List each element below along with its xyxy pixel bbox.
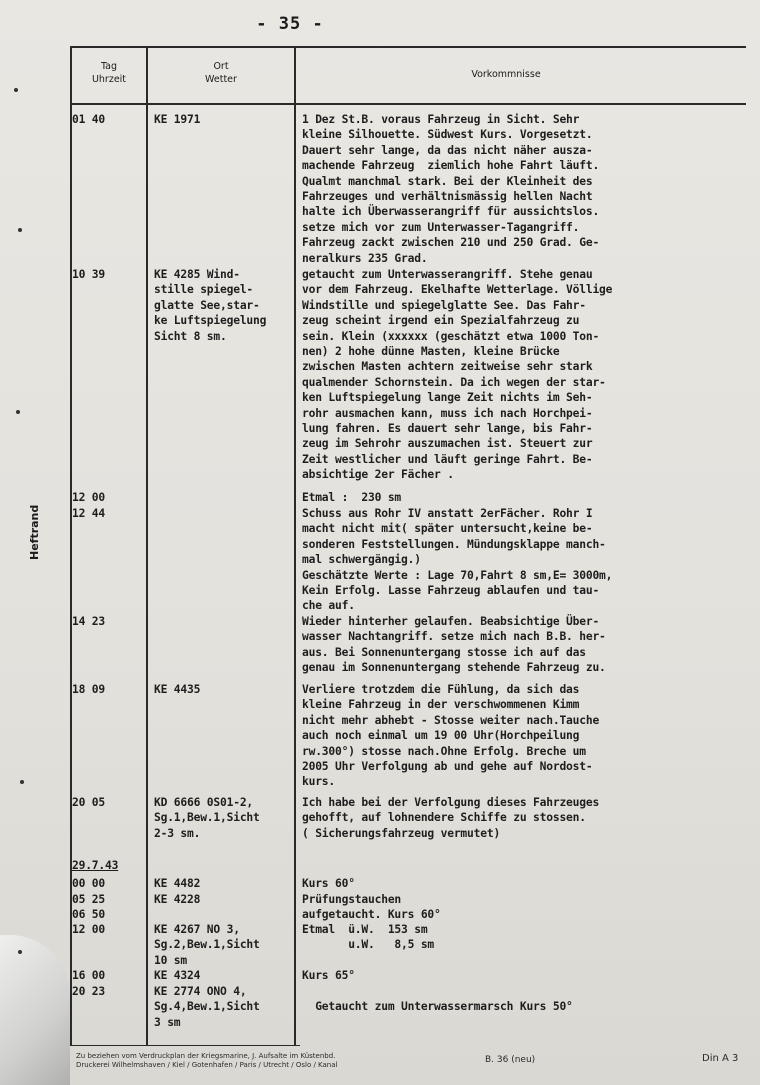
entry-event-line: Prüfungstauchen xyxy=(302,893,402,906)
entry-event-line: Getaucht zum Unterwassermarsch Kurs 50° xyxy=(302,1000,573,1014)
table-header-border xyxy=(70,103,746,105)
entry-event-line: Kein Erfolg. Lasse Fahrzeug ablaufen und tau- xyxy=(302,584,600,597)
entry-event-line: kleine Fahrzeug in der verschwommenen Kimm xyxy=(302,698,580,712)
entry-time: 20 05 xyxy=(72,796,106,809)
entry-event-line: aus. Bei Sonnenuntergang stosse ich auf das xyxy=(302,645,586,659)
entry-event-line: Fahrzeug zackt zwischen 210 und 250 Grad. Ge- xyxy=(302,236,600,250)
footer-form-number: B. 36 (neu) xyxy=(485,1055,536,1065)
entry-event-line: zeug im Sehrohr auszumachen ist. Steuert zur xyxy=(302,437,593,451)
entry-time: 18 09 xyxy=(72,683,106,696)
column-divider-1 xyxy=(146,46,148,1046)
header-place: Ort Wetter xyxy=(205,61,237,85)
entry-time: 01 40 xyxy=(72,113,106,126)
entry-event-line: zeug scheint irgend ein Spezialfahrzeug zu xyxy=(302,314,580,328)
entry-place: Sg.2,Bew.1,Sicht xyxy=(154,938,260,952)
entry-place: KE 4435 xyxy=(154,683,201,696)
page-number: - 35 - xyxy=(256,14,324,34)
column-divider-2 xyxy=(294,46,296,1046)
entry-event-line: sonderen Feststellungen. Mündungsklappe manch- xyxy=(302,537,606,551)
entry-event-line: Schuss aus Rohr IV anstatt 2erFächer. Rohr I xyxy=(302,507,593,520)
entry-event-line: wasser Nachtangriff. setze mich nach B.B. her- xyxy=(302,630,606,644)
entry-event-line: aufgetaucht. Kurs 60° xyxy=(302,908,441,921)
table-bottom-border xyxy=(70,1045,300,1046)
entry-place: KE 4285 Wind- xyxy=(154,268,240,281)
entry-time: 05 25 xyxy=(72,893,106,906)
entry-place: KE 4228 xyxy=(154,893,201,906)
entry-place: glatte See,star- xyxy=(154,298,260,312)
margin-label: Heftrand xyxy=(28,504,41,560)
entry-event-line: auch noch einmal um 19 00 Uhr(Horchpeilung xyxy=(302,729,580,743)
header-time: Tag Uhrzeit xyxy=(91,61,127,85)
entry-place: stille spiegel- xyxy=(154,283,254,297)
entry-event-line: vor dem Fahrzeug. Ekelhafte Wetterlage. Völlige xyxy=(302,283,613,297)
entry-event-line: mal schwergängig.) xyxy=(302,553,421,567)
entry-place: Sg.4,Bew.1,Sicht xyxy=(154,1000,260,1014)
binding-hole xyxy=(16,410,20,414)
entry-event-line: Geschätzte Werte : Lage 70,Fahrt 8 sm,E= 3000m, xyxy=(302,568,613,582)
entry-event-line: Qualmt manchmal stark. Bei der Kleinheit des xyxy=(302,174,593,188)
entry-event-line: Kurs 65° xyxy=(302,969,355,982)
entry-event-line: gehofft, auf lohnendere Schiffe zu stossen. xyxy=(302,811,586,825)
entry-event-line: absichtige 2er Fächer . xyxy=(302,468,454,482)
entry-event-line: Fahrzeuges und verhältnismässig hellen Nacht xyxy=(302,190,593,203)
entry-place: 10 sm xyxy=(154,953,188,967)
entry-place: 2-3 sm. xyxy=(154,826,201,840)
entry-place: KE 1971 xyxy=(154,113,201,126)
entry-event-line: 2005 Uhr Verfolgung ab und gehe auf Nordost- xyxy=(302,760,593,773)
entry-time: 14 23 xyxy=(72,615,106,628)
entry-time: 10 39 xyxy=(72,268,106,281)
entry-event-line: rohr ausmachen kann, muss ich nach Horchpei- xyxy=(302,406,593,420)
binding-hole xyxy=(18,950,22,954)
entry-place: ke Luftspiegelung xyxy=(154,314,267,328)
entry-event-line: Etmal ü.W. 153 sm xyxy=(302,923,428,936)
entry-place: Sg.1,Bew.1,Sicht xyxy=(154,811,260,825)
entry-event-line: sein. Klein (xxxxxx (geschätzt etwa 1000 Ton- xyxy=(302,329,600,343)
entry-place: 3 sm xyxy=(154,1015,181,1029)
entry-event-line: kurs. xyxy=(302,775,336,789)
entry-event-line: u.W. 8,5 sm xyxy=(302,938,435,952)
entry-time: 00 00 xyxy=(72,877,106,890)
entry-event-line: rw.300°) stosse nach.Ohne Erfolg. Breche um xyxy=(302,744,586,758)
table-top-border xyxy=(70,46,746,48)
entry-event-line: kleine Silhouette. Südwest Kurs. Vorgesetzt. xyxy=(302,128,593,142)
entry-event-line: lung fahren. Es dauert sehr lange, bis Fahr- xyxy=(302,422,593,435)
binding-hole xyxy=(20,780,24,784)
entry-event-line: qualmender Schornstein. Da ich wegen der star- xyxy=(302,375,606,389)
entry-place: KE 4324 xyxy=(154,969,201,982)
entry-time: 12 00 xyxy=(72,923,106,936)
entry-event-line: macht nicht mit( später untersucht,keine be- xyxy=(302,522,593,536)
entry-time: 16 00 xyxy=(72,969,106,982)
binding-hole xyxy=(18,228,22,232)
entry-event-line: halte ich Überwasserangriff für aussichtslos. xyxy=(302,205,600,219)
entry-event-line: ken Luftspiegelung lange Zeit nichts im Seh- xyxy=(302,391,593,405)
entry-event-line: Windstille und spiegelglatte See. Das Fahr- xyxy=(302,298,586,312)
footer-publisher: Zu beziehen vom Verdruckplan der Kriegsmarine, J. Aufsalte im Küstenbd. Druckerei Wilhelmshaven / Kiel / Gotenhafen / Paris / Utrecht / Oslo / Kanal xyxy=(76,1052,338,1069)
entry-event-line: Zeit westlicher und läuft geringe Fahrt. Be- xyxy=(302,452,593,466)
binding-hole xyxy=(14,88,18,92)
entry-event-line: nicht mehr abhebt - Stosse weiter nach.Tauche xyxy=(302,713,600,727)
entry-event-line: nen) 2 hohe dünne Masten, kleine Brücke xyxy=(302,345,560,358)
entry-event-line: setze mich vor zum Unterwasser-Tagangriff. xyxy=(302,220,580,234)
entry-event-line: Wieder hinterher gelaufen. Beabsichtige Über- xyxy=(302,615,600,628)
entry-event-line: getaucht zum Unterwasserangriff. Stehe genau xyxy=(302,268,593,281)
entry-event-line: Dauert sehr lange, da das nicht näher ausza- xyxy=(302,143,593,157)
entry-place: KE 2774 ONO 4, xyxy=(154,985,247,998)
entry-time: 12 44 xyxy=(72,507,106,520)
header-events: Vorkommnisse xyxy=(471,69,541,80)
entry-event-line: che auf. xyxy=(302,599,355,613)
entry-event-line: 1 Dez St.B. voraus Fahrzeug in Sicht. Sehr xyxy=(302,113,580,126)
page-curl xyxy=(0,935,70,1085)
entry-event-line: ( Sicherungsfahrzeug vermutet) xyxy=(302,826,501,840)
entry-place: Sicht 8 sm. xyxy=(154,329,227,343)
footer-paper-size: Din A 3 xyxy=(702,1053,739,1064)
entry-time: 12 00 xyxy=(72,491,106,504)
entry-event-line: neralkurs 235 Grad. xyxy=(302,251,428,265)
entry-event-line: machende Fahrzeug ziemlich hohe Fahrt läuft. xyxy=(302,159,600,173)
entry-time: 20 23 xyxy=(72,985,106,998)
entry-event-line: genau im Sonnenuntergang stehende Fahrzeug zu. xyxy=(302,661,606,675)
entry-event-line: Kurs 60° xyxy=(302,877,355,890)
entry-event-line: zwischen Masten achtern zeitweise sehr stark xyxy=(302,360,593,374)
entry-event-line: Ich habe bei der Verfolgung dieses Fahrzeuges xyxy=(302,796,600,809)
entry-place: KE 4482 xyxy=(154,877,201,890)
entry-place: KD 6666 0S01-2, xyxy=(154,796,254,809)
entry-event-line: Etmal : 230 sm xyxy=(302,491,402,504)
entry-time: 06 50 xyxy=(72,908,106,921)
entry-place: KE 4267 NO 3, xyxy=(154,923,240,936)
entry-date: 29.7.43 xyxy=(72,859,119,872)
entry-event-line: Verliere trotzdem die Fühlung, da sich das xyxy=(302,683,580,696)
